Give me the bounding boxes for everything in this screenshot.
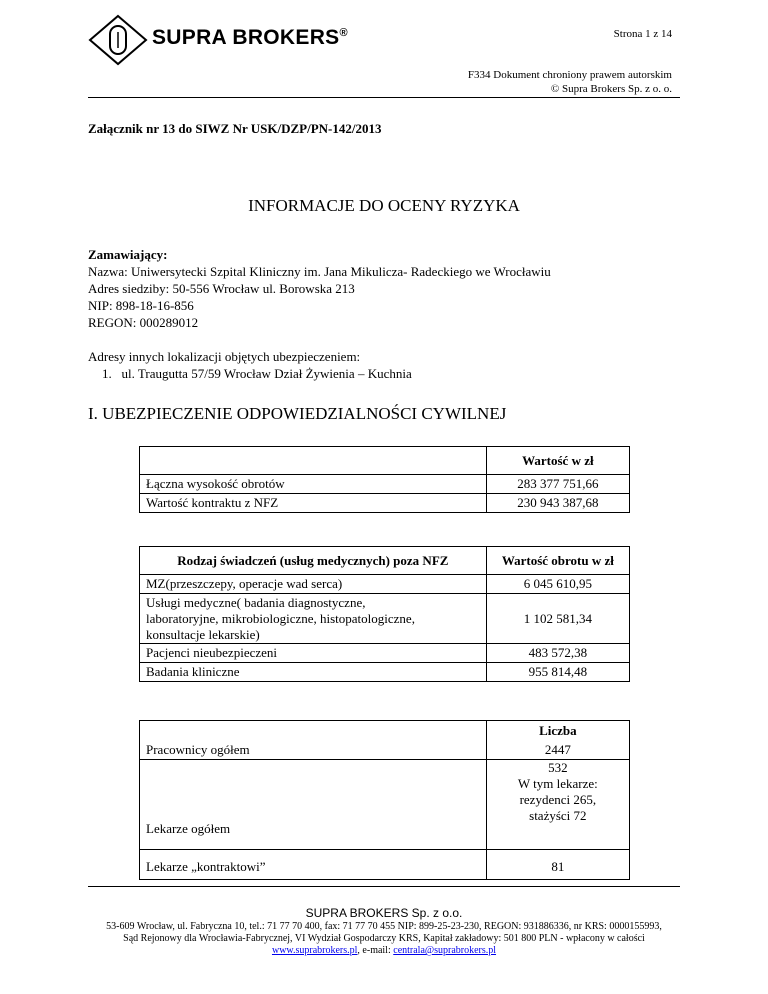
row-label: Pacjenci nieubezpieczeni (140, 644, 487, 663)
page-number: Strona 1 z 14 (613, 28, 672, 40)
row-label: Usługi medyczne( badania diagnostyczne, laboratoryjne, mikrobiologiczne, histopatologiczne, konsultacje lekarskie) (140, 594, 487, 644)
document-title: INFORMACJE DO OCENY RYZYKA (248, 196, 520, 215)
turnover-table (139, 446, 630, 513)
row-value: 81 (486, 850, 629, 880)
client-info (88, 246, 551, 331)
empty-header-cell (140, 447, 487, 475)
count-header: Liczba (486, 721, 629, 741)
copyright-note: F334 Dokument chroniony prawem autorskim © Supra Brokers Sp. z o. o. (467, 69, 672, 95)
staff-table (139, 720, 630, 880)
section-title: I. UBEZPIECZENIE ODPOWIEDZIALNOŚCI CYWILNEJ (88, 404, 507, 423)
client-heading: Zamawiający: (88, 247, 168, 262)
table-row (140, 760, 630, 850)
table-row (140, 594, 630, 644)
row-label: Lekarze „kontraktowi” (140, 850, 487, 880)
table-row (140, 575, 630, 594)
table-row (140, 663, 630, 682)
footer-line: 53-609 Wrocław, ul. Fabryczna 10, tel.: 71 77 70 400, fax: 71 77 70 455 NIP: 899-25-23-230, REGON: 931886336, nr KRS: 0000155993, (106, 921, 662, 932)
services-table (139, 546, 630, 682)
client-line: REGON: 000289012 (88, 315, 199, 330)
value-header: Wartość w zł (486, 447, 629, 475)
turnover-header: Wartość obrotu w zł (486, 547, 629, 575)
footer-details (0, 921, 768, 957)
table-row (140, 475, 630, 494)
row-label: Łączna wysokość obrotów (140, 475, 487, 494)
header-divider (88, 97, 680, 98)
footer-divider (88, 886, 680, 887)
location-item: 1. ul. Traugutta 57/59 Wrocław Dział Żywienia – Kuchnia (102, 366, 412, 381)
footer-company: SUPRA BROKERS Sp. z o.o. (305, 906, 463, 920)
table-row (140, 494, 630, 513)
registered-mark: ® (339, 27, 348, 39)
client-line: NIP: 898-18-16-856 (88, 298, 194, 313)
row-value: 6 045 610,95 (486, 575, 629, 594)
client-line: Adres siedziby: 50-556 Wrocław ul. Borowska 213 (88, 281, 355, 296)
supra-brokers-logo-icon (88, 14, 148, 66)
row-value: 230 943 387,68 (486, 494, 629, 513)
row-label: MZ(przeszczepy, operacje wad serca) (140, 575, 487, 594)
row-value: 283 377 751,66 (486, 475, 629, 494)
table-row (140, 850, 630, 880)
footer-line: Sąd Rejonowy dla Wrocławia-Fabrycznej, VI Wydział Gospodarczy KRS, Kapitał zakładowy: 501 800 PLN - wpłacony w całości (123, 933, 645, 944)
row-label: Wartość kontraktu z NFZ (140, 494, 487, 513)
row-value: 2447 (486, 741, 629, 760)
email-link[interactable]: centrala@suprabrokers.pl (393, 945, 497, 956)
email-prefix: , e-mail: (357, 945, 394, 956)
locations-info (88, 348, 412, 382)
services-header: Rodzaj świadczeń (usług medycznych) poza NFZ (140, 547, 487, 575)
row-label: Pracownicy ogółem (140, 721, 487, 760)
website-link[interactable]: www.suprabrokers.pl (271, 945, 358, 956)
row-value: 532 W tym lekarze: rezydenci 265, stażyści 72 (486, 760, 629, 850)
table-row (140, 644, 630, 663)
row-label: Badania kliniczne (140, 663, 487, 682)
locations-heading: Adresy innych lokalizacji objętych ubezpieczeniem: (88, 349, 361, 364)
row-value: 483 572,38 (486, 644, 629, 663)
annex-reference: Załącznik nr 13 do SIWZ Nr USK/DZP/PN-142/2013 (88, 121, 382, 136)
brand-name: SUPRA BROKERS® (152, 26, 348, 49)
row-value: 1 102 581,34 (486, 594, 629, 644)
client-line: Nazwa: Uniwersytecki Szpital Kliniczny im. Jana Mikulicza- Radeckiego we Wrocławiu (88, 264, 551, 279)
row-value: 955 814,48 (486, 663, 629, 682)
row-label: Lekarze ogółem (140, 760, 487, 850)
